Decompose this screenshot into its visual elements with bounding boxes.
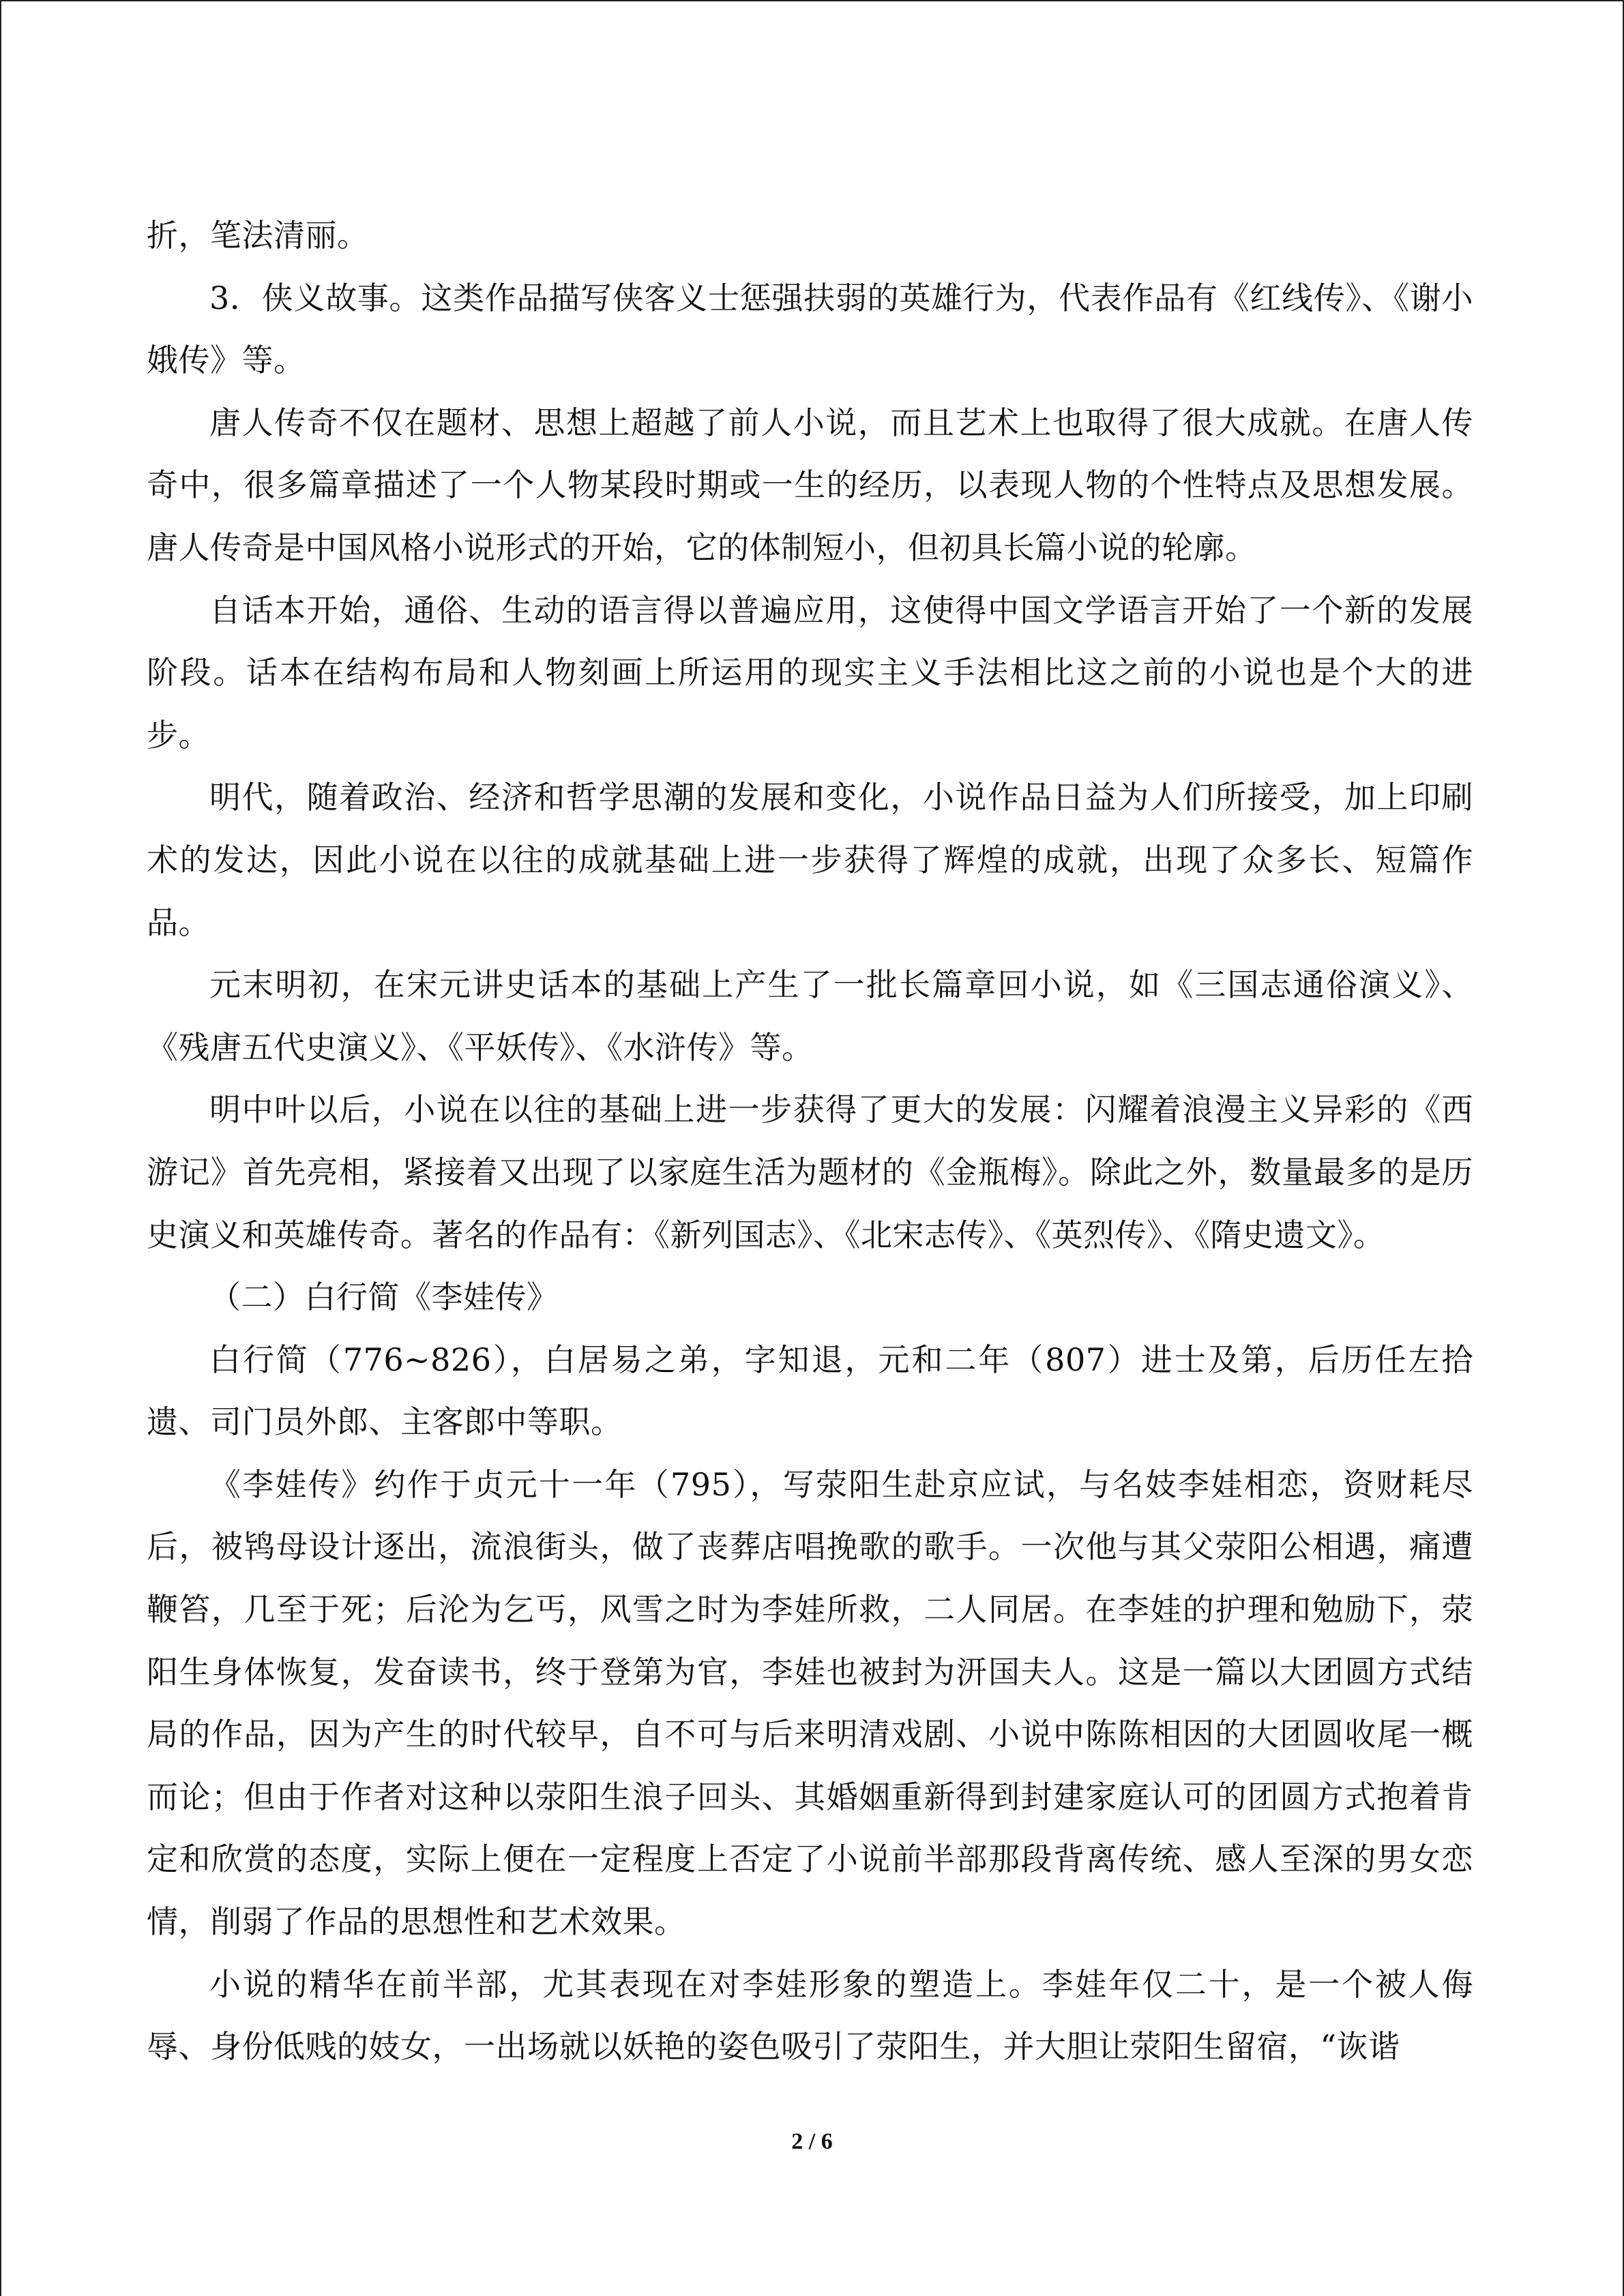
paragraph-11: 小说的精华在前半部，尤其表现在对李娃形象的塑造上。李娃年仅二十，是一个被人侮辱、身份低贱的妓女，一出场就以妖艳的姿色吸引了荥阳生，并大胆让荥阳生留宿，“诙谐 [147, 1965, 1473, 2066]
paragraph-9: 白行简（776~826），白居易之弟，字知退，元和二年（807）进士及第，后历任左拾遗、司门员外郎、主客郎中等职。 [147, 1341, 1473, 1441]
paragraph-3: 唐人传奇不仅在题材、思想上超越了前人小说，而且艺术上也取得了很大成就。在唐人传奇中，很多篇章描述了一个人物某段时期或一生的经历，以表现人物的个性特点及思想发展。唐人传奇是中国风格小说形式的开始，它的体制短小，但初具长篇小说的轮廓。 [147, 404, 1473, 566]
paragraph-5: 明代，随着政治、经济和哲学思潮的发展和变化，小说作品日益为人们所接受，加上印刷术的发达，因此小说在以往的成就基础上进一步获得了辉煌的成就，出现了众多长、短篇作品。 [147, 779, 1473, 941]
page-number: 2 / 6 [791, 2129, 833, 2154]
paragraph-1: 折，笔法清丽。 [147, 217, 369, 254]
paragraph-4: 自话本开始，通俗、生动的语言得以普遍应用，这使得中国文学语言开始了一个新的发展阶段。话本在结构布局和人物刻画上所运用的现实主义手法相比这之前的小说也是个大的进步。 [147, 591, 1473, 754]
paragraph-2: 3．侠义故事。这类作品描写侠客义士惩强扶弱的英雄行为，代表作品有《红线传》、《谢小娥传》等。 [147, 279, 1473, 379]
page-border-left [0, 0, 1, 2296]
section-heading: （二）白行简《李娃传》 [209, 1279, 559, 1316]
document-body [147, 205, 1473, 2078]
page-border-top [0, 0, 1624, 1]
paragraph-10: 《李娃传》约作于贞元十一年（795），写荥阳生赴京应试，与名妓李娃相恋，资财耗尽后，被鸨母设计逐出，流浪街头，做了丧葬店唱挽歌的歌手。一次他与其父荥阳公相遇，痛遭鞭笞，几至于死；后沦为乞丐，风雪之时为李娃所救，二人同居。在李娃的护理和勉励下，荥阳生身体恢复，发奋读书，终于登第为官，李娃也被封为汧国夫人。这是一篇以大团圆方式结局的作品，因为产生的时代较早，自不可与后来明清戏剧、小说中陈陈相因的大团圆收尾一概而论；但由于作者对这种以荥阳生浪子回头、其婚姻重新得到封建家庭认可的团圆方式抱着肯定和欣赏的态度，实际上便在一定程度上否定了小说前半部那段背离传统、感人至深的男女恋情，削弱了作品的思想性和艺术效果。 [147, 1465, 1473, 1941]
paragraph-6: 元末明初，在宋元讲史话本的基础上产生了一批长篇章回小说，如《三国志通俗演义》、《残唐五代史演义》、《平妖传》、《水浒传》等。 [147, 966, 1473, 1066]
paragraph-7: 明中叶以后，小说在以往的基础上进一步获得了更大的发展：闪耀着浪漫主义异彩的《西游记》首先亮相，紧接着又出现了以家庭生活为题材的《金瓶梅》。除此之外，数量最多的是历史演义和英雄传奇。著名的作品有：《新列国志》、《北宋志传》、《英烈传》、《隋史遗文》。 [147, 1091, 1473, 1253]
